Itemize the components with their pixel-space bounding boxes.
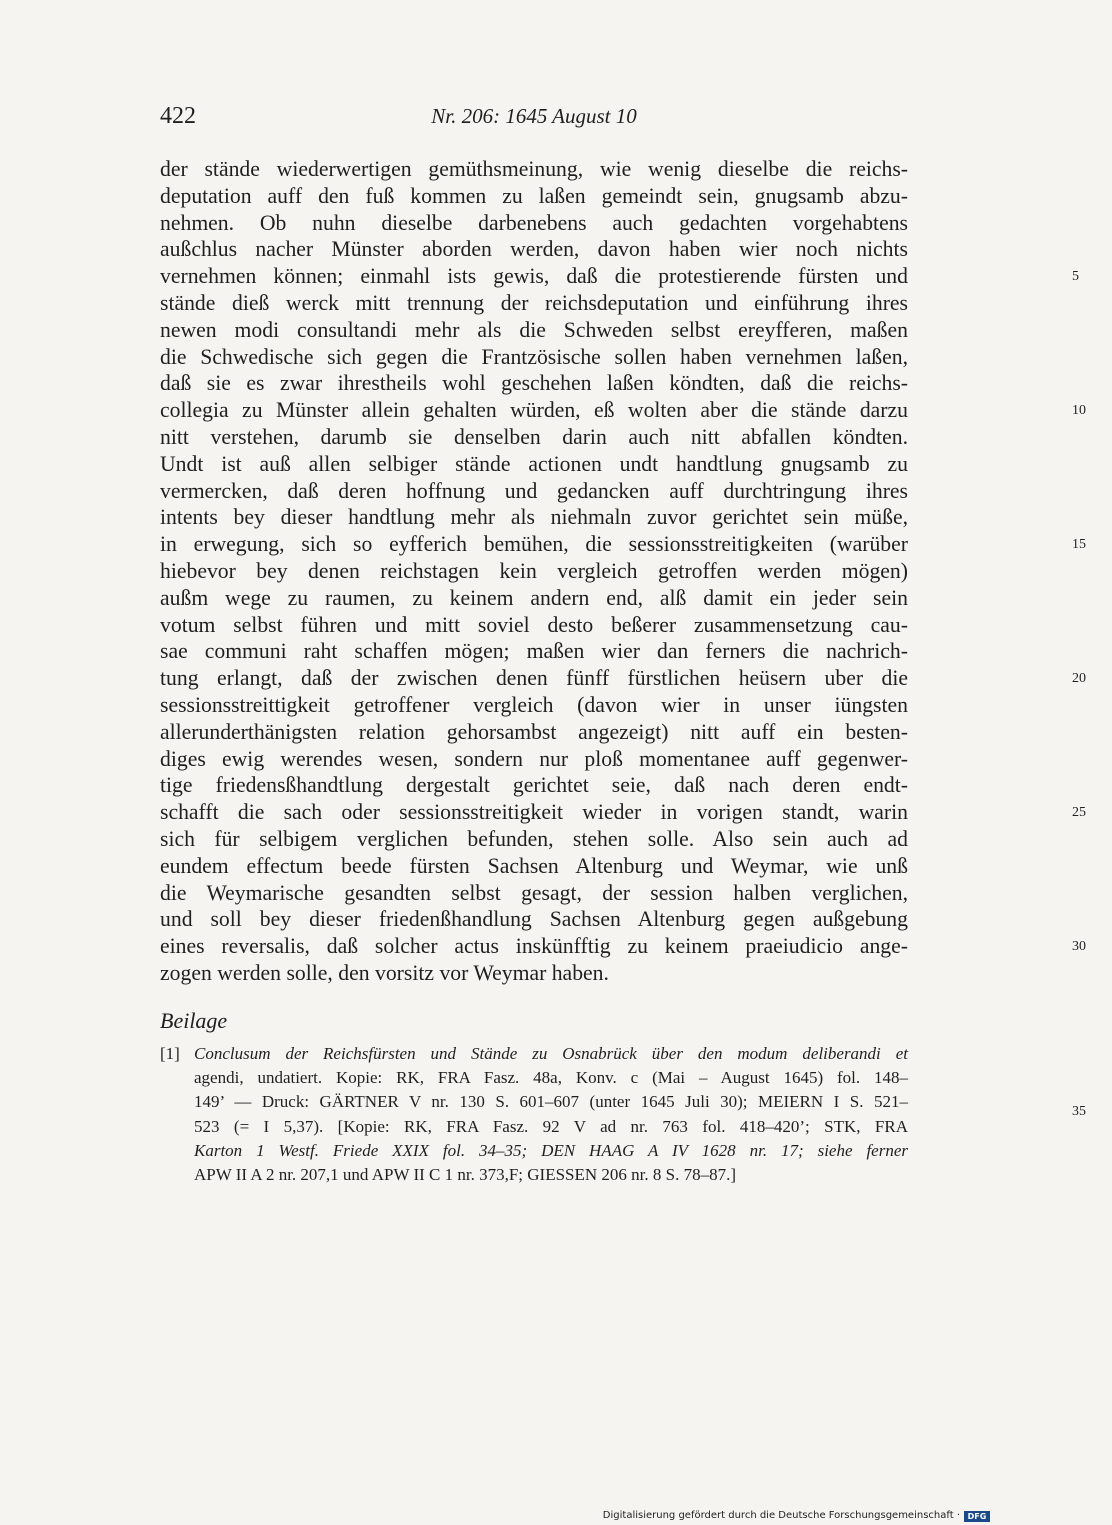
body-line: hiebevor bey denen reichstagen kein vergleich getroffen werden mögen)	[160, 559, 908, 583]
running-head: Nr. 206: 1645 August 10	[431, 104, 637, 128]
body-line: stände dieß werck mitt trennung der reichsdeputation und einführung ihres	[160, 291, 908, 315]
line-number: 30	[1072, 939, 1086, 955]
body-line: collegia zu Münster allein gehalten würden, eß wolten aber die stände darzu	[160, 398, 908, 423]
footer-credit: Digitalisierung gefördert durch die Deutsche Forschungsgemeinschaft ·	[602, 1510, 960, 1521]
line-number: 15	[1072, 537, 1086, 553]
body-line: die Weymarische gesandten selbst gesagt, der session halben verglichen,	[160, 880, 908, 905]
body-line: deputation auff den fuß kommen zu laßen gemeindt sein, gnugsamb abzu-	[160, 183, 908, 208]
body-line: nitt verstehen, darumb sie denselben darin auch nitt abfallen köndten.	[160, 425, 908, 449]
body-line: außchlus nacher Münster aborden werden, davon haben wier noch nichts	[160, 237, 908, 262]
body-line: die Schwedische sich gegen die Frantzösische sollen haben vernehmen laßen,	[160, 344, 908, 369]
body-line: daß sie es zwar ihrestheils wohl geschehen laßen köndten, daß die reichs-	[160, 371, 908, 396]
body-line: Undt ist auß allen selbiger stände actionen undt handtlung gnugsamb zu	[160, 451, 908, 476]
body-line: sae communi raht schaffen mögen; maßen wier dan ferners die nachrich-	[160, 639, 908, 664]
body-line: allerunderthänigsten relation gehorsambst angezeigt) nitt auff ein besten-	[160, 719, 908, 744]
body-line: sessionsstreittigkeit getroffener vergleich (davon wier in unser iüngsten	[160, 693, 908, 717]
line-number: 20	[1072, 671, 1086, 687]
body-line: zogen werden solle, den vorsitz vor Weymar haben.	[160, 961, 609, 985]
line-number: 10	[1072, 403, 1086, 419]
line-number: 5	[1072, 269, 1079, 285]
body-line: diges ewig werendes wesen, sondern nur ploß momentanee auff gegenwer-	[160, 746, 908, 771]
footnote-line: 523 (= I 5,37). [Kopie: RK, FRA Fasz. 92 V ad nr. 763 fol. 418–420’; STK, FRA	[194, 1116, 908, 1136]
body-line: nehmen. Ob nuhn dieselbe darbenebens auch gedachten vorgehabtens	[160, 210, 908, 235]
line-number: 25	[1072, 805, 1086, 821]
line-number: 35	[1072, 1104, 1086, 1119]
body-line: in erwegung, sich so eyfferich bemühen, die sessionsstreitigkeiten (warüber	[160, 532, 908, 557]
body-line: tung erlangt, daß der zwischen denen fünff fürstlichen heüsern uber die	[160, 666, 908, 691]
body-line: tige friedensßhandtlung dergestalt gerichtet seie, daß nach deren endt-	[160, 773, 908, 798]
body-line: eines reversalis, daß solcher actus inskünfftig zu keinem praeiudicio ange-	[160, 934, 908, 959]
dfg-logo-icon: DFG	[964, 1511, 990, 1522]
body-line: votum selbst führen und mitt soviel desto beßerer zusammensetzung cau-	[160, 612, 908, 637]
page-footer	[603, 1510, 990, 1522]
footnote-line: Karton 1 Westf. Friede XXIX fol. 34–35; DEN HAAG A IV 1628 nr. 17; siehe ferner	[194, 1140, 908, 1160]
footnote-marker: [1]	[160, 1044, 180, 1063]
body-line: schafft die sach oder sessionsstreitigkeit wieder in vorigen standt, warin	[160, 800, 908, 825]
footnote-line: agendi, undatiert. Kopie: RK, FRA Fasz. 48a, Konv. c (Mai – August 1645) fol. 148–	[194, 1068, 908, 1088]
footnote-line: 149’ — Druck: GÄRTNER V nr. 130 S. 601–607 (unter 1645 Juli 30); MEIERN I S. 521–	[194, 1092, 908, 1112]
page-number: 422	[160, 103, 196, 129]
body-line: vernehmen können; einmahl ists gewis, daß die protestierende fürsten und	[160, 264, 908, 289]
body-line: sich für selbigem verglichen befunden, stehen solle. Also sein auch ad	[160, 827, 908, 851]
body-line: intents bey dieser handtlung mehr als niehmaln zuvor gerichtet sein müße,	[160, 505, 908, 530]
body-line: und soll bey dieser friedenßhandlung Sachsen Altenburg gegen außgebung	[160, 907, 908, 932]
beilage-heading: Beilage	[160, 1008, 228, 1033]
body-line: der stände wiederwertigen gemüthsmeinung, wie wenig dieselbe die reichs-	[160, 157, 908, 181]
body-line: eundem effectum beede fürsten Sachsen Altenburg und Weymar, wie unß	[160, 853, 908, 878]
body-line: vermercken, daß deren hoffnung und gedancken auff durchtringung ihres	[160, 478, 908, 503]
body-line: newen modi consultandi mehr als die Schweden selbst ereyfferen, maßen	[160, 317, 908, 342]
footnote-line: APW II A 2 nr. 207,1 und APW II C 1 nr. 373,F; GIESSEN 206 nr. 8 S. 78–87.]	[194, 1165, 736, 1184]
body-line: außm wege zu raumen, zu keinem andern end, alß damit ein jeder sein	[160, 585, 908, 610]
footnote-line: Conclusum der Reichsfürsten und Stände zu Osnabrück über den modum deliberandi et	[194, 1044, 908, 1063]
